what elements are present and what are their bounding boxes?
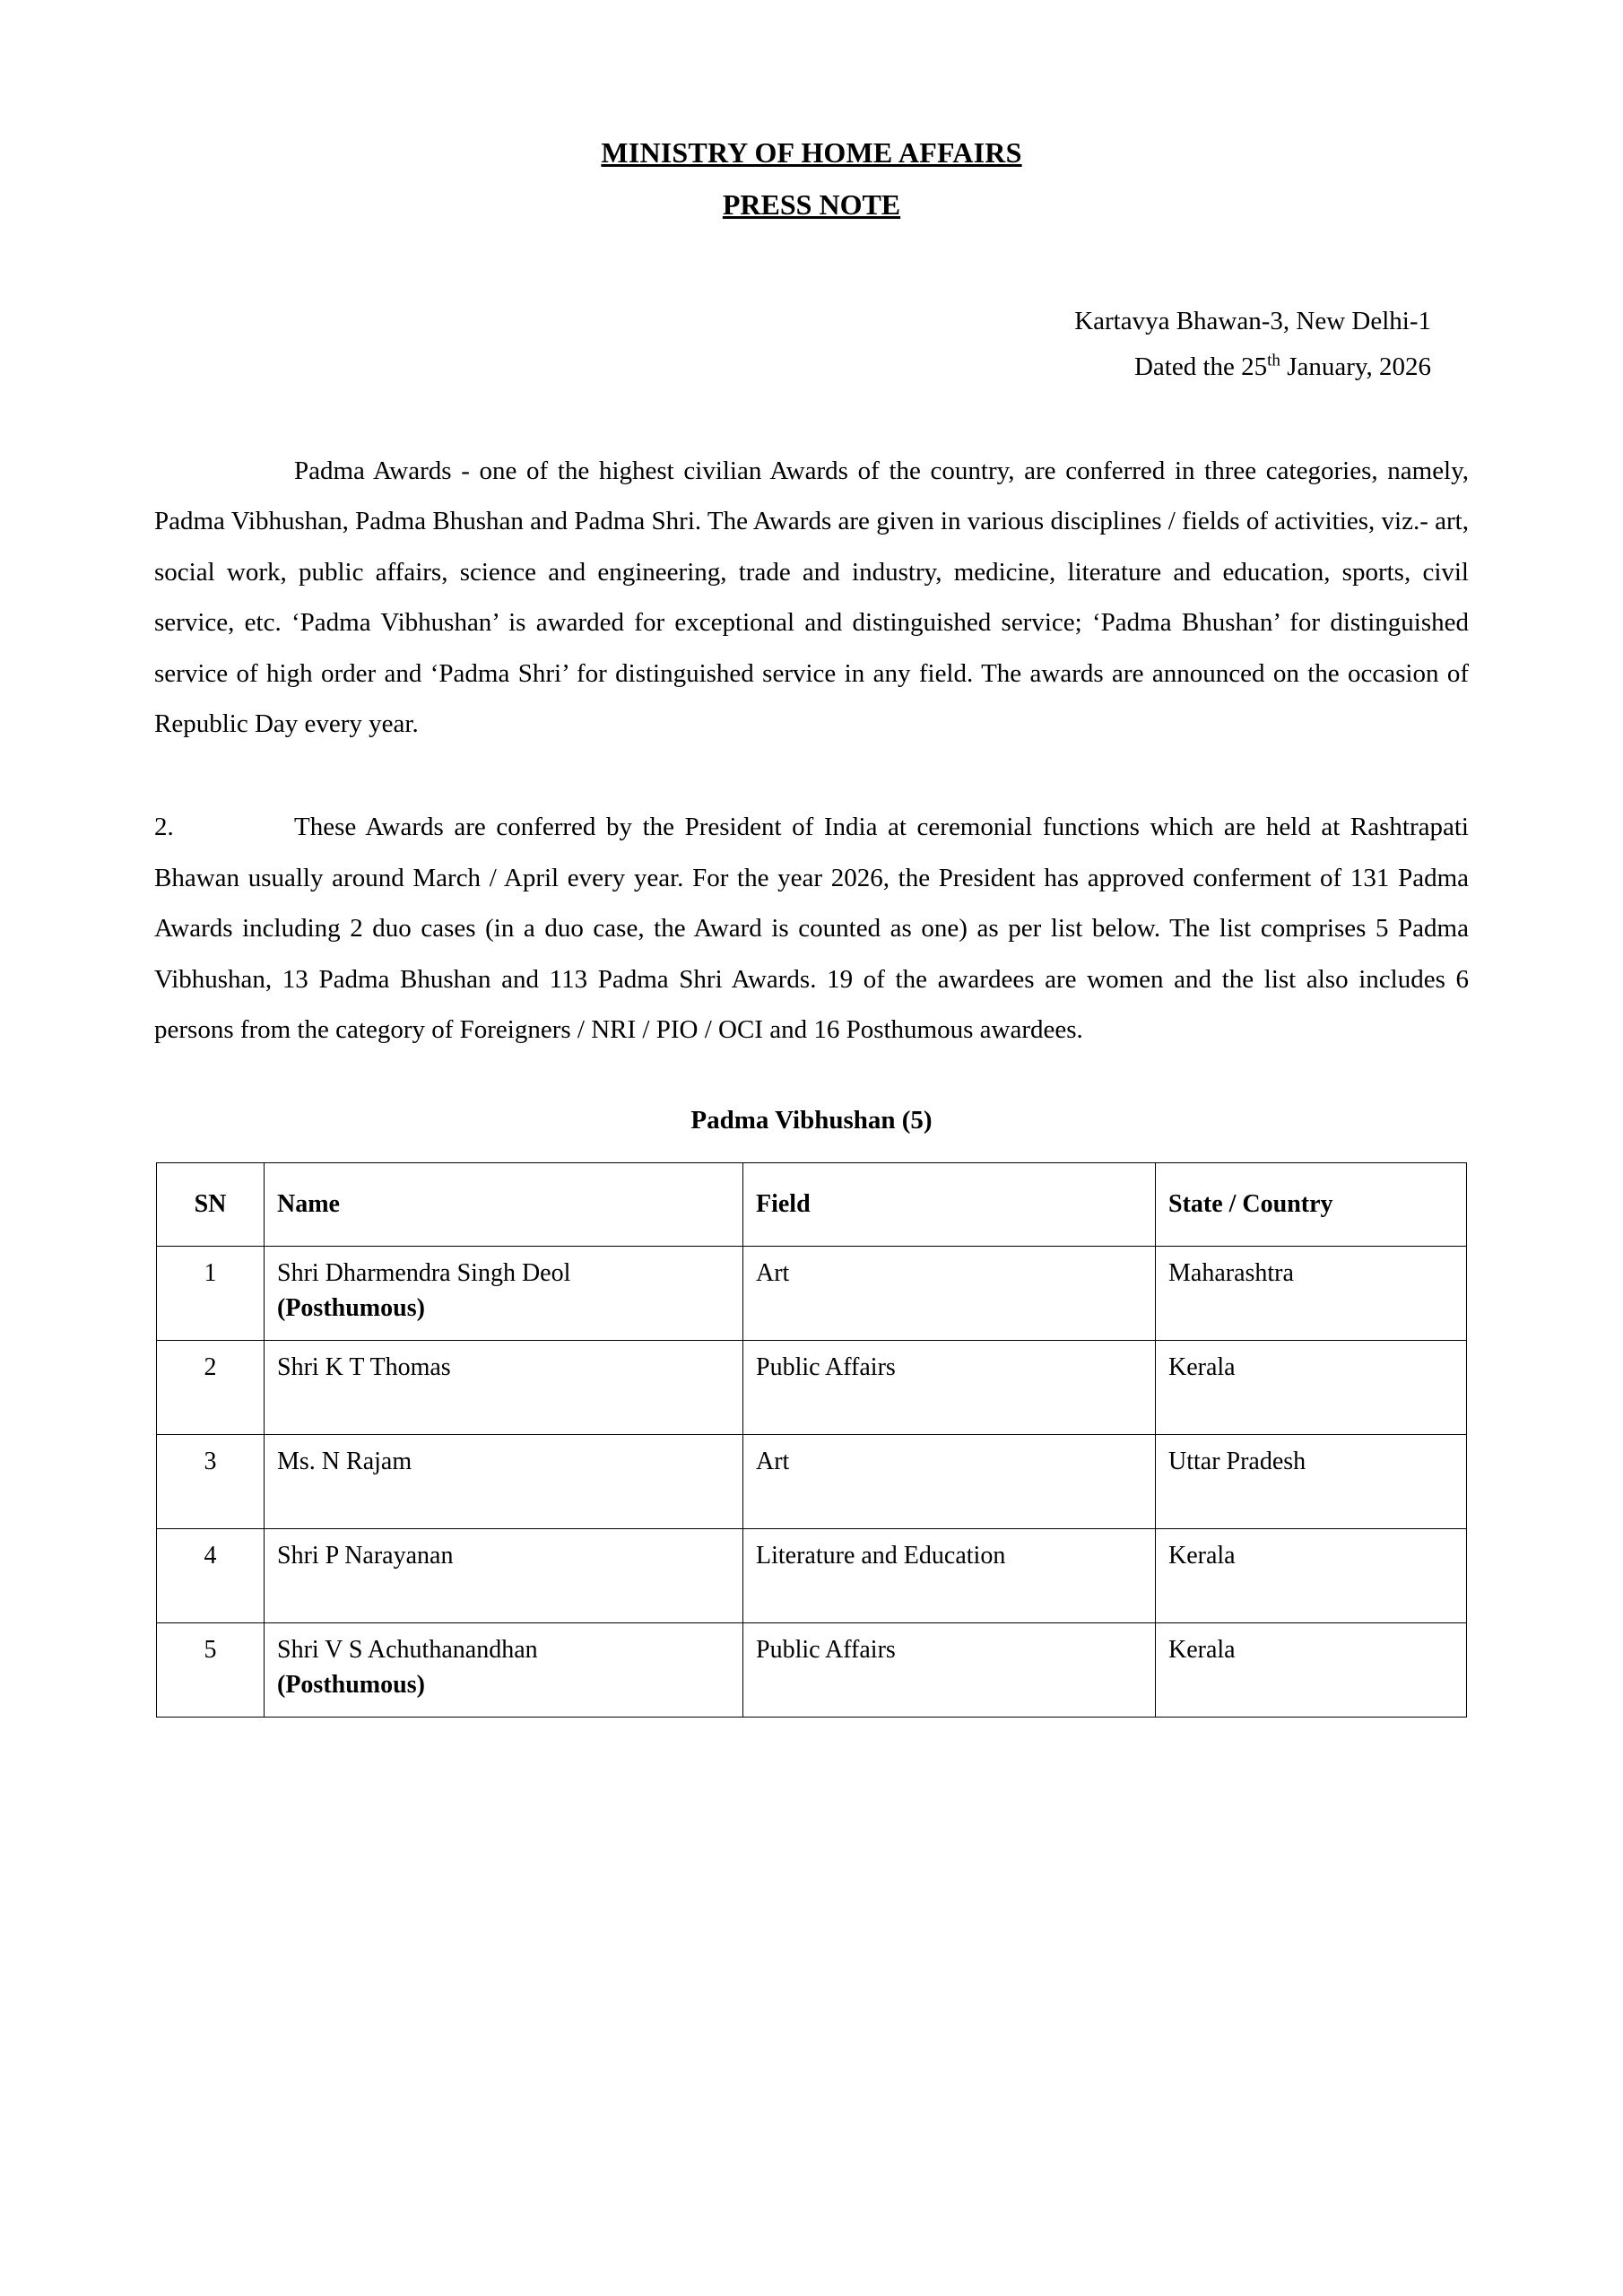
date-suffix: January, 2026	[1280, 352, 1431, 381]
table-header-row	[157, 1162, 1467, 1246]
table-row	[157, 1340, 1467, 1434]
cell-sn: 3	[157, 1434, 265, 1528]
column-header-name: Name	[265, 1162, 743, 1246]
address-place: Kartavya Bhawan-3, New Delhi-1	[1074, 307, 1431, 336]
table-header	[157, 1162, 1467, 1246]
column-header-field: Field	[743, 1162, 1156, 1246]
cell-state: Maharashtra	[1156, 1246, 1467, 1340]
column-header-state: State / Country	[1156, 1162, 1467, 1246]
cell-name	[265, 1528, 743, 1622]
cell-sn: 5	[157, 1622, 265, 1717]
address-date	[154, 344, 1431, 390]
date-prefix: Dated the 25	[1133, 352, 1268, 381]
date-ordinal-suffix: th	[1267, 351, 1280, 370]
cell-sn: 1	[157, 1246, 265, 1340]
table-row	[157, 1246, 1467, 1340]
document-header	[154, 135, 1469, 223]
cell-name	[265, 1622, 743, 1717]
page-title: MINISTRY OF HOME AFFAIRS	[601, 136, 1022, 169]
paragraph-2-text: These Awards are conferred by the President of India at ceremonial functions which are held at Rashtrapati Bhawan usually around March / April every year. For the year 2026, the President has approved conferment of 131 Padma Awards including 2 duo cases (in a duo case, the Award is counted as one) as per list below. The list comprises 5 Padma Vibhushan, 13 Padma Bhushan and 113 Padma Shri Awards. 19 of the awardees are women and the list also includes 6 persons from the category of Foreigners / NRI / PIO / OCI and 16 Posthumous awardees.	[154, 812, 1469, 1045]
column-header-sn: SN	[157, 1162, 265, 1246]
cell-state: Kerala	[1156, 1340, 1467, 1434]
cell-sn: 2	[157, 1340, 265, 1434]
cell-field: Public Affairs	[743, 1340, 1156, 1434]
awardee-name: Shri K T Thomas	[277, 1352, 451, 1381]
awardee-name: Shri V S Achuthanandhan	[277, 1635, 538, 1664]
cell-field: Literature and Education	[743, 1528, 1156, 1622]
cell-name	[265, 1340, 743, 1434]
table-body	[157, 1246, 1467, 1717]
paragraph-2	[154, 802, 1469, 1056]
paragraph-1: Padma Awards - one of the highest civilian Awards of the country, are conferred in three categories, namely, Padma Vibhushan, Padma Bhushan and Padma Shri. The Awards are given in various disciplines / fields of activities, viz.- art, social work, public affairs, science and engineering, trade and industry, medicine, literature and education, sports, civil service, etc. ‘Padma Vibhushan’ is awarded for exceptional and distinguished service; ‘Padma Bhushan’ for distinguished service of high order and ‘Padma Shri’ for distinguished service in any field. The awards are announced on the occasion of Republic Day every year.	[154, 456, 1469, 739]
cell-state: Uttar Pradesh	[1156, 1434, 1467, 1528]
cell-state: Kerala	[1156, 1528, 1467, 1622]
table-row	[157, 1528, 1467, 1622]
posthumous-note: (Posthumous)	[277, 1671, 425, 1700]
cell-field: Art	[743, 1246, 1156, 1340]
awardee-name: Shri P Narayanan	[277, 1541, 454, 1570]
cell-sn: 4	[157, 1528, 265, 1622]
cell-name	[265, 1434, 743, 1528]
awardee-name: Ms. N Rajam	[277, 1447, 412, 1475]
posthumous-note: (Posthumous)	[277, 1294, 425, 1323]
cell-field: Art	[743, 1434, 1156, 1528]
awards-table	[156, 1162, 1467, 1718]
section-heading: Padma Vibhushan (5)	[690, 1105, 933, 1135]
awardee-name: Shri Dharmendra Singh Deol	[277, 1258, 571, 1287]
cell-name	[265, 1246, 743, 1340]
cell-field: Public Affairs	[743, 1622, 1156, 1717]
table-row	[157, 1434, 1467, 1528]
cell-state: Kerala	[1156, 1622, 1467, 1717]
document-subtitle: PRESS NOTE	[722, 187, 901, 221]
address-block	[154, 299, 1469, 390]
table-row	[157, 1622, 1467, 1717]
paragraph-2-number: 2.	[154, 812, 174, 841]
